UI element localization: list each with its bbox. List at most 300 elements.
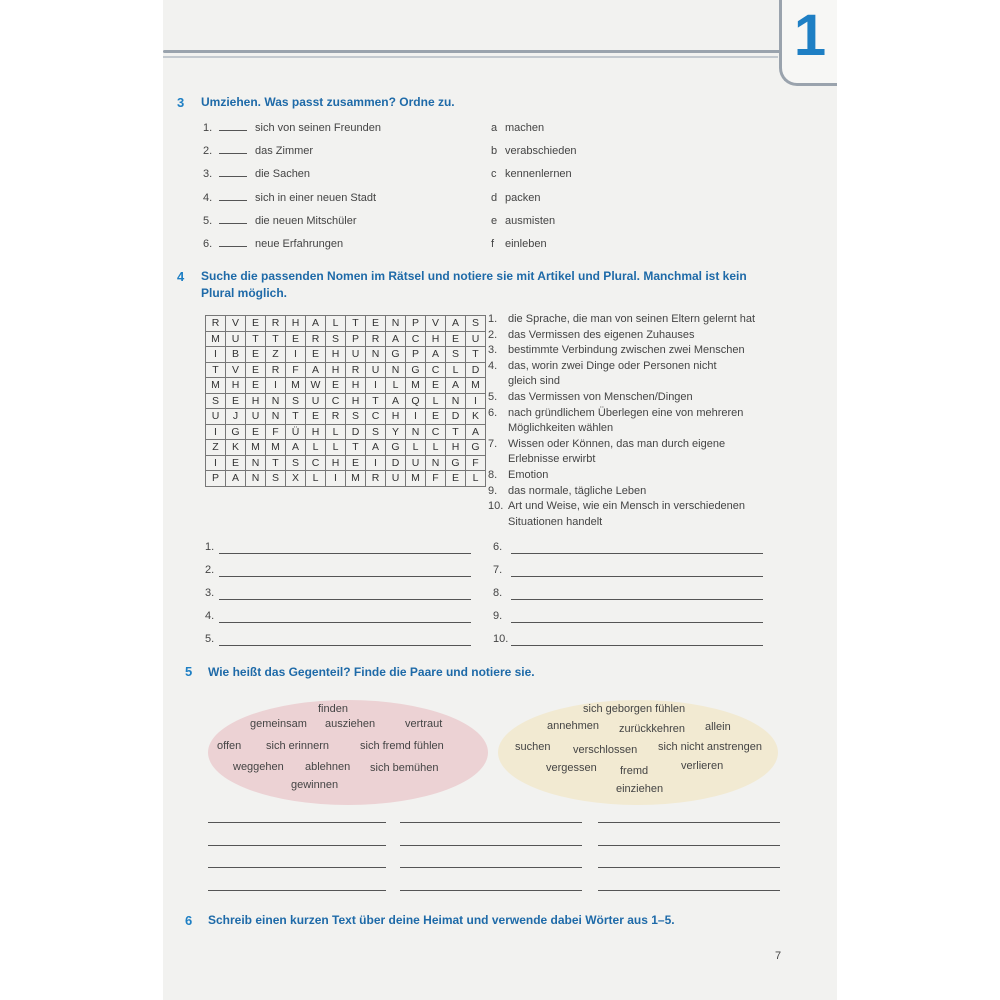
cloud-b-word: vergessen xyxy=(546,762,597,774)
clue-number: 10. xyxy=(488,500,504,513)
grid-cell: L xyxy=(306,440,326,456)
match-item-right xyxy=(491,192,540,204)
grid-cell: W xyxy=(306,378,326,394)
clue-line xyxy=(488,343,788,359)
pair-answer-line[interactable] xyxy=(598,845,780,846)
grid-cell: T xyxy=(446,424,466,440)
grid-cell: H xyxy=(326,455,346,471)
grid-cell: M xyxy=(206,331,226,347)
pair-answer-line[interactable] xyxy=(400,890,582,891)
header-rule xyxy=(163,50,783,53)
grid-cell: F xyxy=(266,424,286,440)
clue-line xyxy=(488,312,788,328)
cloud-a-word: vertraut xyxy=(405,718,443,730)
clue-number: 3. xyxy=(488,344,498,357)
grid-cell: X xyxy=(286,471,306,487)
item-text: packen xyxy=(505,191,541,204)
match-item-right xyxy=(491,168,572,180)
cloud-a-word: weggehen xyxy=(233,761,284,773)
grid-cell: E xyxy=(246,347,266,363)
clue-text: Wissen oder Können, das man durch eigene xyxy=(508,437,726,450)
exercise-4-number: 4 xyxy=(177,269,185,284)
grid-cell: E xyxy=(446,331,466,347)
grid-cell: U xyxy=(246,409,266,425)
grid-cell: H xyxy=(326,347,346,363)
pair-answer-line[interactable] xyxy=(208,845,386,846)
item-text: die Sachen xyxy=(255,168,311,181)
grid-cell: P xyxy=(346,331,366,347)
item-text: sich in einer neuen Stadt xyxy=(255,191,377,204)
clue-number: 4. xyxy=(488,359,498,372)
grid-cell: I xyxy=(366,455,386,471)
grid-cell: N xyxy=(246,455,266,471)
clue-item xyxy=(488,359,788,390)
grid-cell: V xyxy=(426,316,446,332)
answer-blank[interactable] xyxy=(219,200,247,201)
grid-cell: A xyxy=(466,424,486,440)
grid-cell: H xyxy=(246,393,266,409)
grid-cell: L xyxy=(426,440,446,456)
clue-text: die Sprache, die man von seinen Eltern gelernt hat xyxy=(508,313,756,325)
grid-cell: D xyxy=(446,409,466,425)
grid-cell: E xyxy=(246,424,266,440)
match-item-left xyxy=(203,145,313,157)
grid-row xyxy=(206,409,486,425)
grid-cell: G xyxy=(386,440,406,456)
cloud-b-word: verschlossen xyxy=(573,744,638,756)
grid-cell: Ü xyxy=(286,424,306,440)
cloud-a-word: offen xyxy=(217,740,242,752)
grid-row xyxy=(206,455,486,471)
grid-cell: N xyxy=(246,471,266,487)
grid-cell: I xyxy=(206,455,226,471)
item-letter: a xyxy=(491,122,498,134)
match-item-left xyxy=(203,192,376,204)
grid-cell: L xyxy=(326,440,346,456)
grid-cell: E xyxy=(446,471,466,487)
grid-cell: U xyxy=(206,409,226,425)
cloud-b-word: verlieren xyxy=(681,760,724,772)
grid-cell: V xyxy=(226,316,246,332)
exercise-6-number: 6 xyxy=(185,913,193,928)
cloud-a-word: finden xyxy=(318,703,348,715)
item-text: neue Erfahrungen xyxy=(255,238,344,250)
pair-answer-line[interactable] xyxy=(598,867,780,868)
answer-blank[interactable] xyxy=(219,153,247,154)
clue-number: 5. xyxy=(488,391,498,403)
grid-cell: S xyxy=(286,393,306,409)
grid-cell: I xyxy=(206,424,226,440)
grid-cell: J xyxy=(226,409,246,425)
grid-cell: H xyxy=(346,393,366,409)
exercise-4-title-line1: Suche die passenden Nomen im Rätsel und notiere sie mit Artikel und Plural. Manchmal ist kein xyxy=(201,269,747,283)
pair-answer-line[interactable] xyxy=(208,890,386,891)
clue-text: das Vermissen des eigenen Zuhauses xyxy=(508,328,695,341)
grid-cell: E xyxy=(366,316,386,332)
clue-text: das, worin zwei Dinge oder Personen nicht xyxy=(508,359,717,372)
clue-number: 6. xyxy=(488,406,498,419)
item-text: verabschieden xyxy=(505,145,577,158)
grid-cell: K xyxy=(466,409,486,425)
grid-cell: E xyxy=(326,378,346,394)
grid-cell: A xyxy=(306,362,326,378)
grid-cell: H xyxy=(446,440,466,456)
item-number: 1. xyxy=(203,122,213,134)
grid-cell: S xyxy=(286,455,306,471)
answer-line[interactable] xyxy=(511,599,763,600)
clue-line xyxy=(488,437,788,453)
grid-cell: E xyxy=(246,316,266,332)
cloud-b-word: sich nicht anstrengen xyxy=(658,741,762,753)
item-letter: f xyxy=(491,238,495,250)
grid-cell: F xyxy=(426,471,446,487)
grid-cell: A xyxy=(366,440,386,456)
clue-line xyxy=(488,484,788,500)
grid-cell: C xyxy=(406,331,426,347)
grid-cell: H xyxy=(386,409,406,425)
grid-cell: A xyxy=(426,347,446,363)
grid-cell: F xyxy=(466,455,486,471)
clue-line xyxy=(488,359,788,375)
grid-cell: M xyxy=(206,378,226,394)
clue-item xyxy=(488,343,788,359)
item-number: 2. xyxy=(203,145,213,158)
clue-text-continued: Erlebnisse erwirbt xyxy=(508,453,596,466)
grid-cell: N xyxy=(266,393,286,409)
grid-cell: I xyxy=(206,347,226,363)
grid-cell: M xyxy=(406,378,426,394)
grid-cell: T xyxy=(246,331,266,347)
clue-text-continued: gleich sind xyxy=(508,375,560,388)
grid-cell: L xyxy=(466,471,486,487)
grid-cell: L xyxy=(446,362,466,378)
pair-answer-line[interactable] xyxy=(598,890,780,891)
answer-line[interactable] xyxy=(219,576,471,577)
grid-cell: R xyxy=(366,471,386,487)
clue-line xyxy=(488,499,788,515)
clue-text: das normale, tägliche Leben xyxy=(508,484,647,497)
grid-cell: R xyxy=(306,331,326,347)
grid-cell: U xyxy=(466,331,486,347)
grid-cell: S xyxy=(266,471,286,487)
grid-row xyxy=(206,362,486,378)
answer-line[interactable] xyxy=(219,599,471,600)
grid-cell: T xyxy=(346,316,366,332)
grid-cell: A xyxy=(446,316,466,332)
grid-cell: L xyxy=(326,316,346,332)
grid-cell: S xyxy=(346,409,366,425)
grid-cell: A xyxy=(386,331,406,347)
grid-cell: I xyxy=(326,471,346,487)
pair-answer-line[interactable] xyxy=(400,867,582,868)
grid-cell: P xyxy=(406,316,426,332)
answer-number: 6. xyxy=(493,541,503,553)
answer-blank[interactable] xyxy=(219,223,247,224)
cloud-b-word: suchen xyxy=(515,741,551,753)
grid-cell: T xyxy=(286,409,306,425)
grid-cell: G xyxy=(226,424,246,440)
item-number: 4. xyxy=(203,191,213,204)
pair-answer-line[interactable] xyxy=(400,822,582,823)
grid-row xyxy=(206,393,486,409)
grid-cell: L xyxy=(326,424,346,440)
grid-cell: N xyxy=(406,424,426,440)
grid-cell: T xyxy=(346,440,366,456)
grid-cell: K xyxy=(226,440,246,456)
grid-cell: T xyxy=(206,362,226,378)
grid-cell: E xyxy=(426,409,446,425)
exercise-3-number: 3 xyxy=(177,95,185,110)
match-item-right xyxy=(491,122,544,134)
grid-cell: M xyxy=(346,471,366,487)
grid-cell: H xyxy=(226,378,246,394)
grid-cell: U xyxy=(366,362,386,378)
grid-cell: S xyxy=(466,316,486,332)
grid-row xyxy=(206,316,486,332)
clue-number: 8. xyxy=(488,469,498,481)
answer-line[interactable] xyxy=(219,553,471,554)
grid-cell: P xyxy=(406,347,426,363)
grid-cell: P xyxy=(206,471,226,487)
grid-cell: Q xyxy=(406,393,426,409)
item-number: 3. xyxy=(203,168,213,181)
answer-number: 5. xyxy=(205,633,215,645)
exercise-4-title-line2: Plural möglich. xyxy=(201,286,288,300)
answer-line[interactable] xyxy=(511,576,763,577)
clue-text: Art und Weise, wie ein Mensch in verschiedenen xyxy=(508,500,746,513)
answer-number: 2. xyxy=(205,564,215,576)
answer-line[interactable] xyxy=(511,622,763,623)
grid-cell: E xyxy=(306,347,326,363)
answer-number: 7. xyxy=(493,564,503,576)
grid-cell: S xyxy=(366,424,386,440)
grid-cell: I xyxy=(366,378,386,394)
grid-cell: G xyxy=(386,347,406,363)
word-search-grid xyxy=(205,315,486,487)
grid-cell: R xyxy=(266,316,286,332)
grid-cell: N xyxy=(426,455,446,471)
item-letter: e xyxy=(491,214,498,227)
grid-cell: U xyxy=(386,471,406,487)
item-text: machen xyxy=(505,122,545,134)
match-item-left xyxy=(203,122,381,134)
clue-item xyxy=(488,484,788,500)
clue-text: Emotion xyxy=(508,469,549,481)
grid-cell: C xyxy=(426,362,446,378)
grid-cell: M xyxy=(466,378,486,394)
match-item-left xyxy=(203,215,357,227)
clue-text: das Vermissen von Menschen/Dingen xyxy=(508,391,693,403)
grid-cell: R xyxy=(366,331,386,347)
clue-line xyxy=(488,328,788,344)
grid-cell: S xyxy=(446,347,466,363)
grid-row xyxy=(206,471,486,487)
grid-cell: G xyxy=(406,362,426,378)
clue-item xyxy=(488,328,788,344)
clue-item xyxy=(488,499,788,530)
grid-cell: A xyxy=(446,378,466,394)
header-rule-secondary xyxy=(163,56,778,58)
cloud-a-word: gemeinsam xyxy=(250,718,307,730)
grid-cell: Z xyxy=(266,347,286,363)
clue-text-continued: Situationen handelt xyxy=(508,515,603,528)
grid-cell: Z xyxy=(206,440,226,456)
cloud-b-word: sich geborgen fühlen xyxy=(583,703,686,715)
grid-cell: C xyxy=(306,455,326,471)
pair-answer-line[interactable] xyxy=(208,822,386,823)
grid-cell: N xyxy=(446,393,466,409)
grid-cell: U xyxy=(406,455,426,471)
clue-number: 9. xyxy=(488,484,498,497)
cloud-b-word: zurückkehren xyxy=(619,723,686,735)
answer-number: 3. xyxy=(205,587,215,599)
item-text: einleben xyxy=(505,238,547,250)
grid-cell: Y xyxy=(386,424,406,440)
cloud-b-word: annehmen xyxy=(547,720,599,732)
grid-cell: N xyxy=(386,362,406,378)
grid-cell: F xyxy=(286,362,306,378)
answer-line[interactable] xyxy=(219,645,471,646)
item-number: 5. xyxy=(203,214,213,227)
cloud-a-word: sich erinnern xyxy=(266,740,329,752)
answer-number: 10. xyxy=(493,633,509,645)
answer-number: 8. xyxy=(493,587,503,599)
item-text: kennenlernen xyxy=(505,168,572,181)
match-item-right xyxy=(491,215,555,227)
grid-cell: T xyxy=(366,393,386,409)
answer-number: 9. xyxy=(493,610,503,622)
match-item-right xyxy=(491,145,577,157)
clue-line xyxy=(488,390,788,406)
grid-cell: E xyxy=(286,331,306,347)
cloud-b-word: einziehen xyxy=(616,783,664,795)
clue-line xyxy=(488,406,788,422)
grid-cell: A xyxy=(306,316,326,332)
grid-cell: E xyxy=(246,362,266,378)
grid-cell: E xyxy=(306,409,326,425)
grid-cell: N xyxy=(366,347,386,363)
grid-cell: E xyxy=(246,378,266,394)
grid-cell: R xyxy=(266,362,286,378)
grid-cell: D xyxy=(466,362,486,378)
grid-cell: M xyxy=(246,440,266,456)
grid-row xyxy=(206,440,486,456)
cloud-a-word: ausziehen xyxy=(325,718,376,730)
grid-cell: V xyxy=(226,362,246,378)
item-text: sich von seinen Freunden xyxy=(255,122,381,134)
grid-cell: I xyxy=(466,393,486,409)
cloud-a-word: gewinnen xyxy=(291,779,339,791)
grid-cell: I xyxy=(286,347,306,363)
right-margin xyxy=(837,0,1000,1000)
grid-cell: G xyxy=(446,455,466,471)
grid-cell: N xyxy=(266,409,286,425)
cloud-a-word: ablehnen xyxy=(305,761,351,773)
grid-cell: D xyxy=(346,424,366,440)
workbook-page xyxy=(163,0,837,1000)
answer-blank[interactable] xyxy=(219,176,247,177)
answer-blank[interactable] xyxy=(219,246,247,247)
grid-cell: R xyxy=(326,409,346,425)
grid-cell: T xyxy=(266,455,286,471)
grid-cell: L xyxy=(306,471,326,487)
clue-item xyxy=(488,312,788,328)
answer-number: 4. xyxy=(205,610,215,622)
pair-answer-line[interactable] xyxy=(598,822,780,823)
pair-answer-line[interactable] xyxy=(208,867,386,868)
answer-line[interactable] xyxy=(511,553,763,554)
grid-cell: I xyxy=(406,409,426,425)
grid-cell: C xyxy=(426,424,446,440)
grid-cell: S xyxy=(206,393,226,409)
clue-line xyxy=(488,468,788,484)
match-item-left xyxy=(203,238,343,250)
answer-blank[interactable] xyxy=(219,130,247,131)
grid-cell: L xyxy=(406,440,426,456)
item-letter: c xyxy=(491,168,497,181)
grid-cell: H xyxy=(286,316,306,332)
grid-cell: E xyxy=(226,455,246,471)
page-number: 7 xyxy=(775,950,782,962)
grid-row xyxy=(206,331,486,347)
grid-cell: C xyxy=(326,393,346,409)
grid-cell: E xyxy=(226,393,246,409)
exercise-5-title: Wie heißt das Gegenteil? Finde die Paare und notiere sie. xyxy=(208,665,535,679)
grid-cell: D xyxy=(386,455,406,471)
item-letter: b xyxy=(491,145,498,158)
cloud-a-word: sich fremd fühlen xyxy=(360,740,444,752)
grid-cell: C xyxy=(366,409,386,425)
grid-cell: H xyxy=(306,424,326,440)
grid-row xyxy=(206,424,486,440)
grid-cell: L xyxy=(386,378,406,394)
grid-cell: G xyxy=(466,440,486,456)
grid-row xyxy=(206,378,486,394)
grid-cell: A xyxy=(286,440,306,456)
grid-cell: M xyxy=(266,440,286,456)
grid-cell: T xyxy=(466,347,486,363)
grid-cell: R xyxy=(206,316,226,332)
clue-text: bestimmte Verbindung zwischen zwei Menschen xyxy=(508,344,745,357)
grid-cell: E xyxy=(346,455,366,471)
exercise-3-title: Umziehen. Was passt zusammen? Ordne zu. xyxy=(201,95,455,109)
clue-number: 2. xyxy=(488,328,498,341)
item-text: die neuen Mitschüler xyxy=(255,214,357,227)
answer-line[interactable] xyxy=(511,645,763,646)
grid-cell: H xyxy=(426,331,446,347)
match-item-left xyxy=(203,168,310,180)
pair-answer-line[interactable] xyxy=(400,845,582,846)
grid-cell: B xyxy=(226,347,246,363)
chapter-number: 1 xyxy=(793,3,827,68)
grid-cell: E xyxy=(426,378,446,394)
match-item-right xyxy=(491,238,547,250)
grid-cell: U xyxy=(226,331,246,347)
grid-cell: H xyxy=(346,378,366,394)
answer-line[interactable] xyxy=(219,622,471,623)
grid-cell: T xyxy=(266,331,286,347)
grid-cell: R xyxy=(346,362,366,378)
clue-number: 1. xyxy=(488,313,498,325)
grid-cell: L xyxy=(426,393,446,409)
item-number: 6. xyxy=(203,238,213,250)
left-margin xyxy=(0,0,163,1000)
grid-cell: M xyxy=(406,471,426,487)
grid-cell: A xyxy=(386,393,406,409)
item-text: das Zimmer xyxy=(255,145,314,158)
grid-cell: H xyxy=(326,362,346,378)
grid-cell: U xyxy=(346,347,366,363)
